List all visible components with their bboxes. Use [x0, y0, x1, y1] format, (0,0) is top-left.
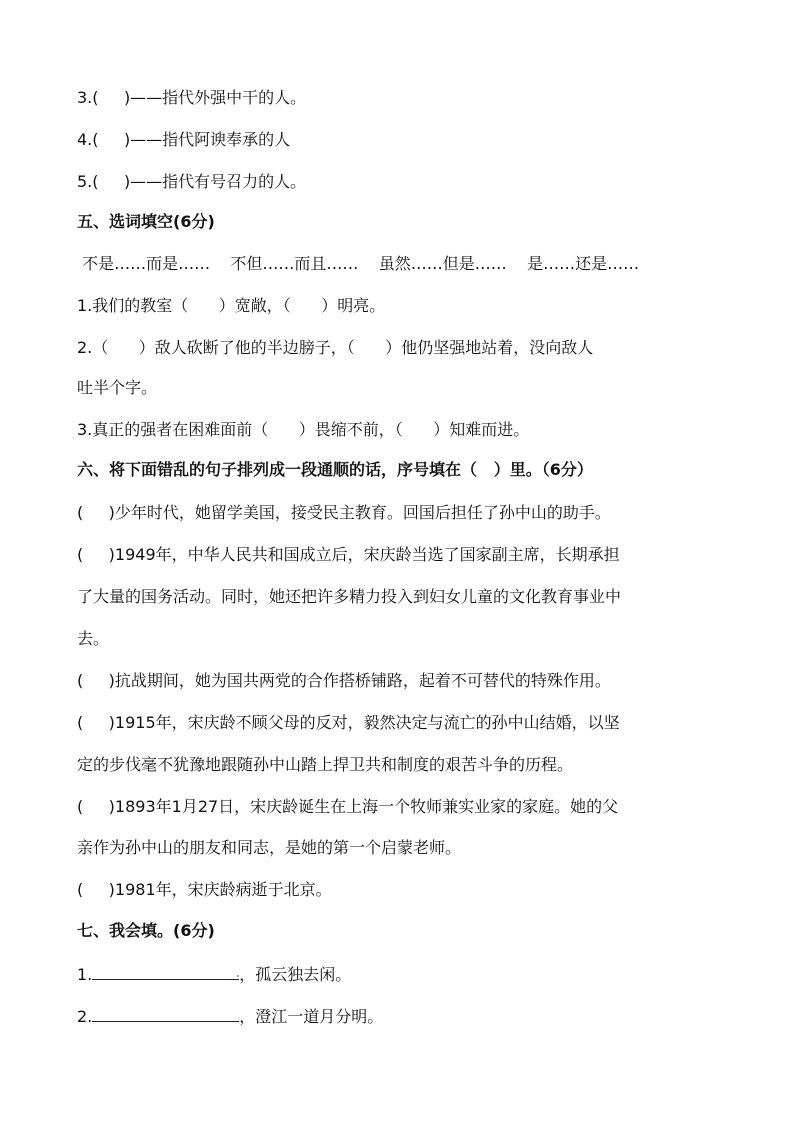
q4-item-4: 4.( )——指代阿谀奉承的人 [77, 130, 291, 149]
answer-blank-2[interactable] [92, 1005, 239, 1022]
q7-item-1 [77, 963, 734, 985]
q4-item-3: 3.( )——指代外强中干的人。 [77, 88, 307, 107]
q7-item-2-number: 2. [77, 1007, 93, 1026]
q6-sentence-2-end: 去。 [77, 629, 110, 648]
q7-item-1-text: ，孤云独去闲。 [239, 965, 352, 984]
q5-item-2: 2.（ ）敌人砍断了他的半边膀子，（ ）他仍坚强地站着，没向敌人 [77, 338, 594, 357]
q6-sentence-6: ( )1981年，宋庆龄病逝于北京。 [77, 880, 332, 899]
q6-sentence-5-continued: 亲作为孙中山的朋友和同志，是她的第一个启蒙老师。 [77, 838, 462, 857]
q6-sentence-2-continued: 了大量的国务活动。同时，她还把许多精力投入到妇女儿童的文化教育事业中 [77, 587, 622, 606]
q7-item-1-number: 1. [77, 965, 93, 984]
q6-sentence-4: ( )1915年，宋庆龄不顾父母的反对，毅然决定与流亡的孙中山结婚，以坚 [77, 713, 620, 732]
word-choices: 不是……而是…… 不但……而且…… 虽然……但是…… 是……还是…… [77, 254, 640, 273]
q7-item-2-text: ，澄江一道月分明。 [239, 1007, 384, 1026]
q6-sentence-2: ( )1949年，中华人民共和国成立后，宋庆龄当选了国家副主席，长期承担 [77, 545, 620, 564]
answer-blank-1[interactable] [92, 963, 239, 980]
q6-sentence-5: ( )1893年1月27日，宋庆龄诞生在上海一个牧师兼实业家的家庭。她的父 [77, 797, 619, 816]
q6-sentence-3: ( )抗战期间，她为国共两党的合作搭桥铺路，起着不可替代的特殊作用。 [77, 671, 611, 690]
q4-item-5: 5.( )——指代有号召力的人。 [77, 172, 307, 191]
q5-item-2-continued: 吐半个字。 [77, 378, 158, 397]
section-6-title: 六、将下面错乱的句子排列成一段通顺的话，序号填在（ ）里。（6分） [77, 460, 593, 479]
q5-item-1: 1.我们的教室（ ）宽敞，（ ）明亮。 [77, 296, 386, 315]
section-7-title: 七、我会填。(6分) [77, 921, 215, 940]
q7-item-2 [77, 1005, 734, 1027]
q5-item-3: 3.真正的强者在困难面前（ ）畏缩不前，（ ）知难而进。 [77, 420, 530, 439]
q6-sentence-4-continued: 定的步伐毫不犹豫地跟随孙中山踏上捍卫共和制度的艰苦斗争的历程。 [77, 755, 574, 774]
q6-sentence-1: ( )少年时代，她留学美国，接受民主教育。回国后担任了孙中山的助手。 [77, 503, 611, 522]
section-5-title: 五、选词填空(6分) [77, 212, 215, 231]
